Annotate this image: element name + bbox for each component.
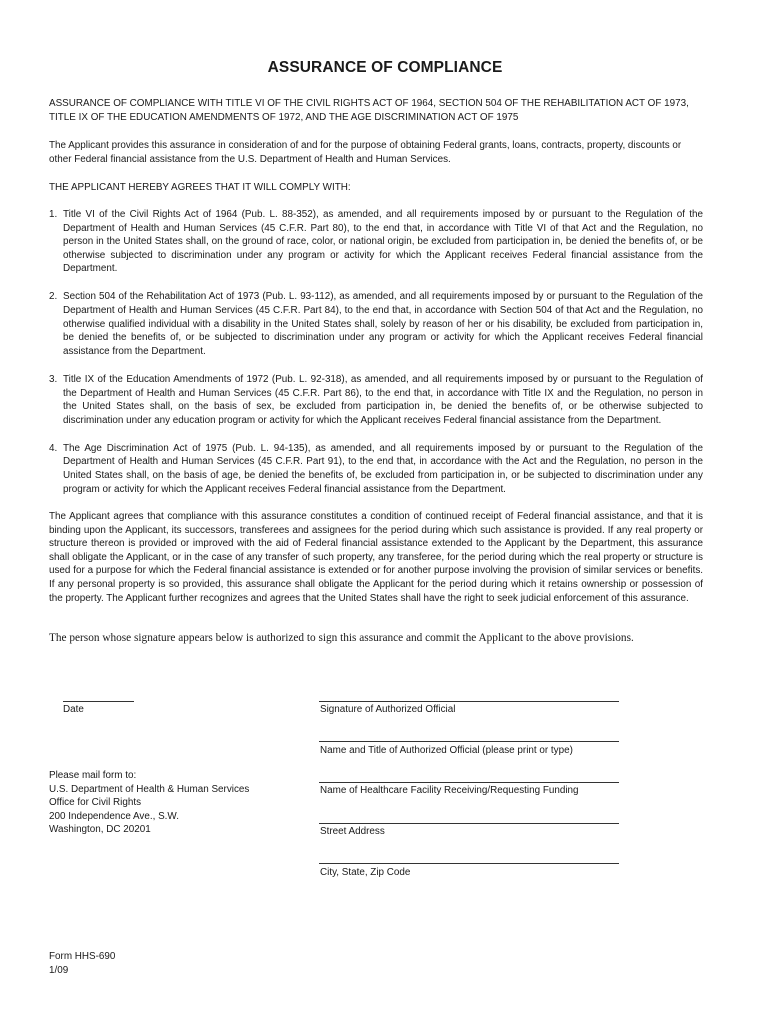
name-title-label: Name and Title of Authorized Official (please print or type) bbox=[320, 745, 573, 756]
date-field[interactable] bbox=[63, 701, 134, 702]
list-item-text: Title VI of the Civil Rights Act of 1964 (Pub. L. 88-352), as amended, and all requirements imposed by or pursuant to the Regulation of the Department of Health and Human Services (45 C.F.R. Part 80), to the end that, in accordance with Title VI of that Act and the Regulation, no person in the United States shall, on the ground of race, color, or national origin, be excluded from participation in, be denied the benefits of, or be otherwise subjected to discrimination under any program or activity for which the Applicant receives Federal financial assistance from the Department. bbox=[63, 209, 703, 275]
mailing-address bbox=[49, 769, 249, 837]
compliance-list bbox=[49, 208, 703, 511]
list-item-text: The Age Discrimination Act of 1975 (Pub. L. 94-135), as amended, and all requirements imposed by or pursuant to the Regulation of the Department of Health and Human Services (45 C.F.R. Part 91), to the end that, in accordance with the Act and the Regulation, no person in the United States shall, on the basis of age, be denied the benefits of, be excluded from participation in, or be subjected to discrimination under any program or activity for which the Applicant receives Federal financial assistance from the Department. bbox=[63, 442, 703, 495]
date-label: Date bbox=[63, 704, 84, 715]
mail-line: U.S. Department of Health & Human Services bbox=[49, 783, 250, 795]
list-item-text: Title IX of the Education Amendments of 1972 (Pub. L. 92-318), as amended, and all requirements imposed by or pursuant to the Regulation of the Department of Health and Human Services (45 C.F.R. Part 86), to the end that, in accordance with Title IX and the Regulation, no person in the United States shall, on the basis of sex, be excluded from participation in, be denied the benefits of, or be otherwise subjected to discrimination under any education program or activity for which the Applicant receives Federal financial assistance from the Department. bbox=[63, 373, 703, 426]
form-number: Form HHS-690 bbox=[49, 951, 116, 962]
form-revision-date: 1/09 bbox=[49, 964, 69, 976]
closing-paragraph: The Applicant agrees that compliance with this assurance constitutes a condition of continued receipt of Federal financial assistance, and that it is binding upon the Applicant, its successors, transferees and assignees for the period during which such assistance is provided. If any real property or structure thereon is provided or improved with the aid of Federal financial assistance extended to the Applicant by the Department, this assurance shall obligate the Applicant, or in the case of any transfer of such property, any transferee, for the period during which the real property or structure is used for a purpose for which the Federal financial assistance is extended or for another purpose involving the provision of similar services or benefits. If any personal property is so provided, this assurance shall obligate the Applicant for the period during which it retains ownership or possession of the property. The Applicant further recognizes and agrees that the United States shall have the right to seek judicial enforcement of this assurance. bbox=[49, 511, 703, 604]
agrees-heading: THE APPLICANT HEREBY AGREES THAT IT WILL COMPLY WITH: bbox=[49, 182, 351, 193]
street-address-field[interactable] bbox=[319, 823, 619, 824]
street-address-label: Street Address bbox=[320, 826, 385, 837]
mail-line: Washington, DC 20201 bbox=[49, 824, 151, 836]
list-item bbox=[49, 442, 703, 496]
list-item bbox=[49, 290, 703, 358]
list-item-number: 3. bbox=[49, 373, 58, 385]
mail-heading: Please mail form to: bbox=[49, 770, 137, 781]
intro-paragraph: The Applicant provides this assurance in consideration of and for the purpose of obtaining Federal grants, loans, contracts, property, discounts or other Federal financial assistance from the U.S. Department of Health and Human Services. bbox=[49, 140, 682, 165]
signature-label: Signature of Authorized Official bbox=[320, 704, 456, 715]
list-item-text: Section 504 of the Rehabilitation Act of 1973 (Pub. L. 93-112), as amended, and all requirements imposed by or pursuant to the Regulation of the Department of Health and Human Services (45 C.F.R. Part 84), to the end that, in accordance with Section 504 of that Act and the Regulation, no otherwise qualified individual with a disability in the United States shall, solely by reason of her or his disability, be excluded from participation in, be denied the benefits of, or be subjected to discrimination under any program or activity for which the Applicant receives Federal financial assistance from the Department. bbox=[63, 291, 703, 357]
signature-field[interactable] bbox=[319, 701, 619, 702]
facility-name-field[interactable] bbox=[319, 782, 619, 783]
mail-line: 200 Independence Ave., S.W. bbox=[49, 810, 179, 822]
document-subtitle: ASSURANCE OF COMPLIANCE WITH TITLE VI OF THE CIVIL RIGHTS ACT OF 1964, SECTION 504 OF THE REHABILITATION ACT OF 1973, TITLE IX OF THE EDUCATION AMENDMENTS OF 1972, AND THE AGE DISCRIMINATION ACT OF 1975 bbox=[49, 98, 689, 123]
name-title-field[interactable] bbox=[319, 741, 619, 742]
mail-line: Office for Civil Rights bbox=[49, 797, 142, 809]
list-item bbox=[49, 373, 703, 427]
facility-name-label: Name of Healthcare Facility Receiving/Requesting Funding bbox=[320, 785, 579, 796]
list-item-number: 1. bbox=[49, 209, 58, 220]
city-state-zip-field[interactable] bbox=[319, 863, 619, 864]
form-identifier bbox=[49, 950, 115, 977]
signature-note: The person whose signature appears below is authorized to sign this assurance and commit the Applicant to the above provisions. bbox=[49, 632, 634, 644]
page-title: ASSURANCE OF COMPLIANCE bbox=[267, 59, 503, 76]
list-item-number: 4. bbox=[49, 442, 58, 454]
city-state-zip-label: City, State, Zip Code bbox=[320, 867, 411, 878]
list-item bbox=[49, 208, 703, 276]
list-item-number: 2. bbox=[49, 291, 58, 303]
